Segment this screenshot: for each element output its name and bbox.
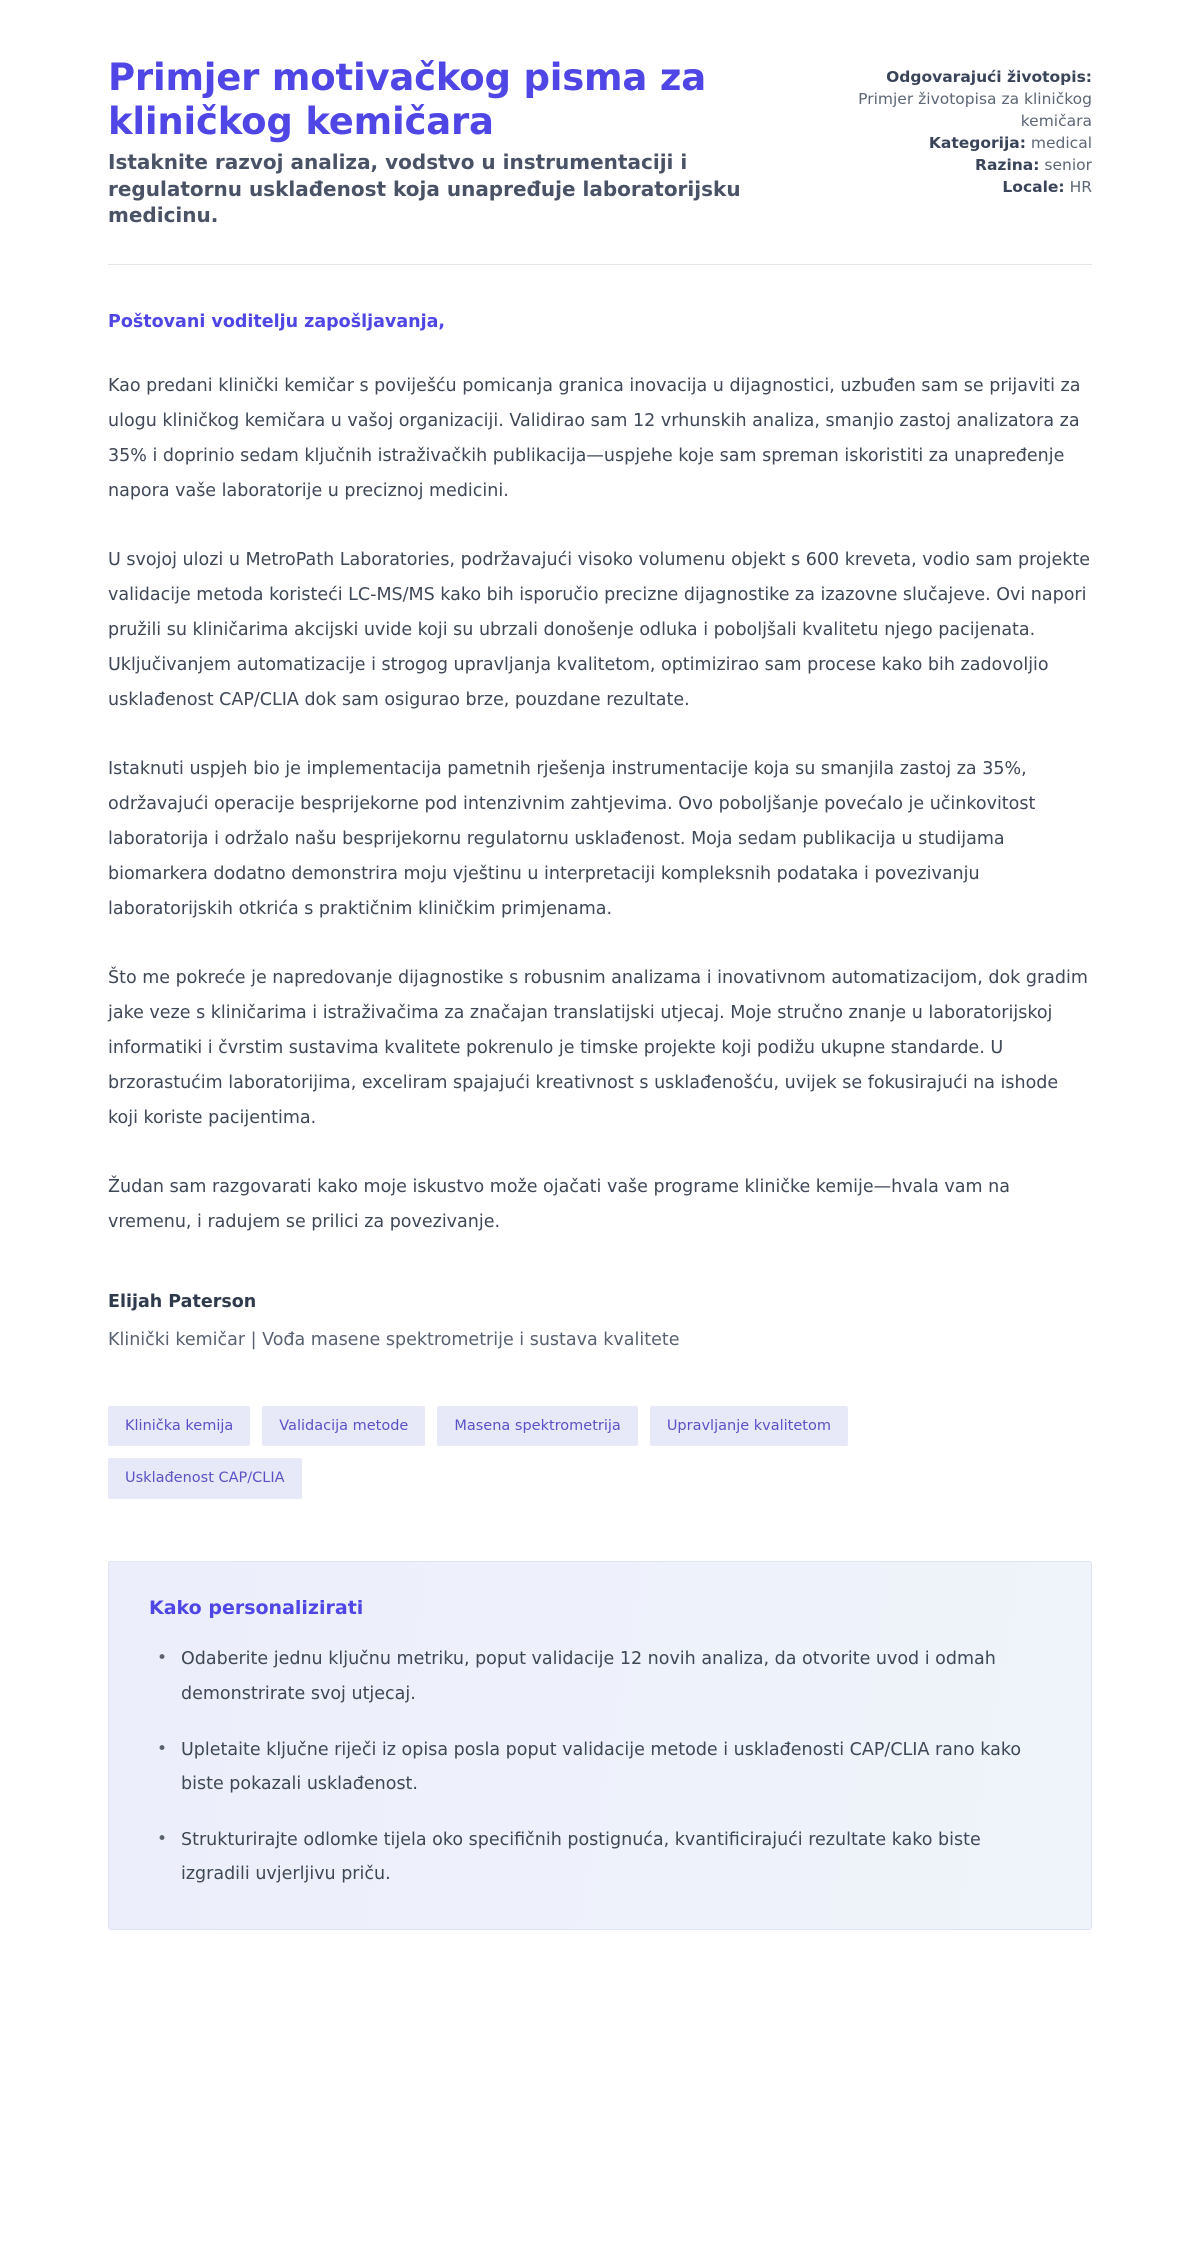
letter-signature	[108, 1288, 1092, 1354]
page-subtitle: Istaknite razvoj analiza, vodstvo u instrumentaciji i regulatornu usklađenost koja unapređuje laboratorijsku medicinu.	[108, 150, 741, 228]
meta-label-locale: Locale:	[1002, 178, 1065, 196]
meta-label-category: Kategorija:	[928, 134, 1026, 152]
meta-label-level: Razina:	[975, 156, 1040, 174]
tips-list-item: • Strukturirajte odlomke tijela oko specifičnih postignuća, kvantificirajući rezultate kako biste izgradili uvjerljivu priču.	[175, 1823, 1051, 1891]
tips-list	[149, 1642, 1051, 1891]
header-metadata	[837, 56, 1092, 198]
tips-list-item: • Upletaite ključne riječi iz opisa posla poput validacije metode i usklađenosti CAP/CLIA rano kako biste pokazali usklađenost.	[175, 1733, 1051, 1801]
letter-paragraph: Kao predani klinički kemičar s poviješću pomicanja granica inovacija u dijagnostici, uzbuđen sam se prijaviti za ulogu kliničkog kemičara u vašoj organizaciji. Validirao sam 12 vrhunskih analiza, smanjio zastoj analizatora za 35% i doprinio sedam ključnih istraživačkih publikacija—uspjehe koje sam spreman iskoristiti za unapređenje napora vaše laboratorije u preciznoj medicini.	[108, 375, 1081, 501]
tag-chip[interactable]: Validacija metode	[262, 1406, 425, 1447]
tag-chip[interactable]: Masena spektrometrija	[437, 1406, 637, 1447]
personalization-tips-panel	[108, 1561, 1092, 1930]
tag-chip[interactable]: Klinička kemija	[108, 1406, 250, 1447]
letter-paragraph: U svojoj ulozi u MetroPath Laboratories, podržavajući visoko volumenu objekt s 600 kreveta, vodio sam projekte validacije metoda koristeći LC-MS/MS kako bih isporučio precizne dijagnostike za izazovne slučajeve. Ovi napori pružili su kliničarima akcijski uvide koji su ubrzali donošenje odluka i poboljšali kvalitetu njego pacijenata. Uključivanjem automatizacije i strogog upravljanja kvalitetom, optimizirao sam procese kako bih zadovoljio usklađenost CAP/CLIA dok sam osigurao brze, pouzdane rezultate.	[108, 549, 1091, 710]
meta-value-level: senior	[1044, 156, 1092, 174]
meta-row-level	[837, 154, 1092, 176]
signature-name: Elijah Paterson	[108, 1291, 257, 1312]
header-title-block	[108, 56, 768, 228]
meta-value-locale: HR	[1069, 178, 1092, 196]
tips-title: Kako personalizirati	[149, 1596, 364, 1619]
meta-value-category: medical	[1030, 134, 1092, 152]
letter-paragraph: Istaknuti uspjeh bio je implementacija pametnih rješenja instrumentacije koja su smanjila zastoj za 35%, održavajući operacije besprijekorne pod intenzivnim zahtjevima. Ovo poboljšanje povećalo je učinkovitost laboratorija i održalo našu besprijekornu regulatornu usklađenost. Moja sedam publikacija u studijama biomarkera dodatno demonstrira moju vještinu u interpretaciji kompleksnih podataka i povezivanju laboratorijskih otkrića s praktičnim kliničkim primjenama.	[108, 758, 1036, 919]
tag-chip[interactable]: Upravljanje kvalitetom	[650, 1406, 848, 1447]
meta-row-category	[837, 132, 1092, 154]
tag-chip[interactable]: Usklađenost CAP/CLIA	[108, 1458, 302, 1499]
tag-list	[108, 1406, 968, 1499]
meta-row-resume	[837, 66, 1092, 132]
meta-value-resume[interactable]: Primjer životopisa za kliničkog kemičara	[858, 90, 1092, 130]
signature-role: Klinički kemičar | Vođa masene spektrometrije i sustava kvalitete	[108, 1329, 680, 1350]
page-title: Primjer motivačkog pisma za kliničkog kemičara	[108, 56, 706, 143]
tips-list-item: • Odaberite jednu ključnu metriku, poput validacije 12 novih analiza, da otvorite uvod i odmah demonstrirate svoj utjecaj.	[175, 1642, 1051, 1710]
letter-salutation: Poštovani voditelju zapošljavanja,	[108, 312, 446, 333]
document-header	[108, 0, 1092, 228]
meta-label-resume: Odgovarajući životopis:	[886, 68, 1092, 86]
cover-letter-body	[108, 265, 1092, 1353]
letter-paragraph: Žudan sam razgovarati kako moje iskustvo može ojačati vaše programe kliničke kemije—hvala vam na vremenu, i radujem se prilici za povezivanje.	[108, 1176, 1010, 1232]
meta-row-locale	[837, 176, 1092, 198]
letter-paragraph: Što me pokreće je napredovanje dijagnostike s robusnim analizama i inovativnom automatizacijom, dok gradim jake veze s kliničarima i istraživačima za značajan translatijski utjecaj. Moje stručno znanje u laboratorijskoj informatiki i čvrstim sustavima kvalitete pokrenulo je timske projekte koji podižu ukupne standarde. U brzorastućim laboratorijima, exceliram spajajući kreativnost s usklađenošću, uvijek se fokusirajući na ishode koji koriste pacijentima.	[108, 967, 1088, 1128]
